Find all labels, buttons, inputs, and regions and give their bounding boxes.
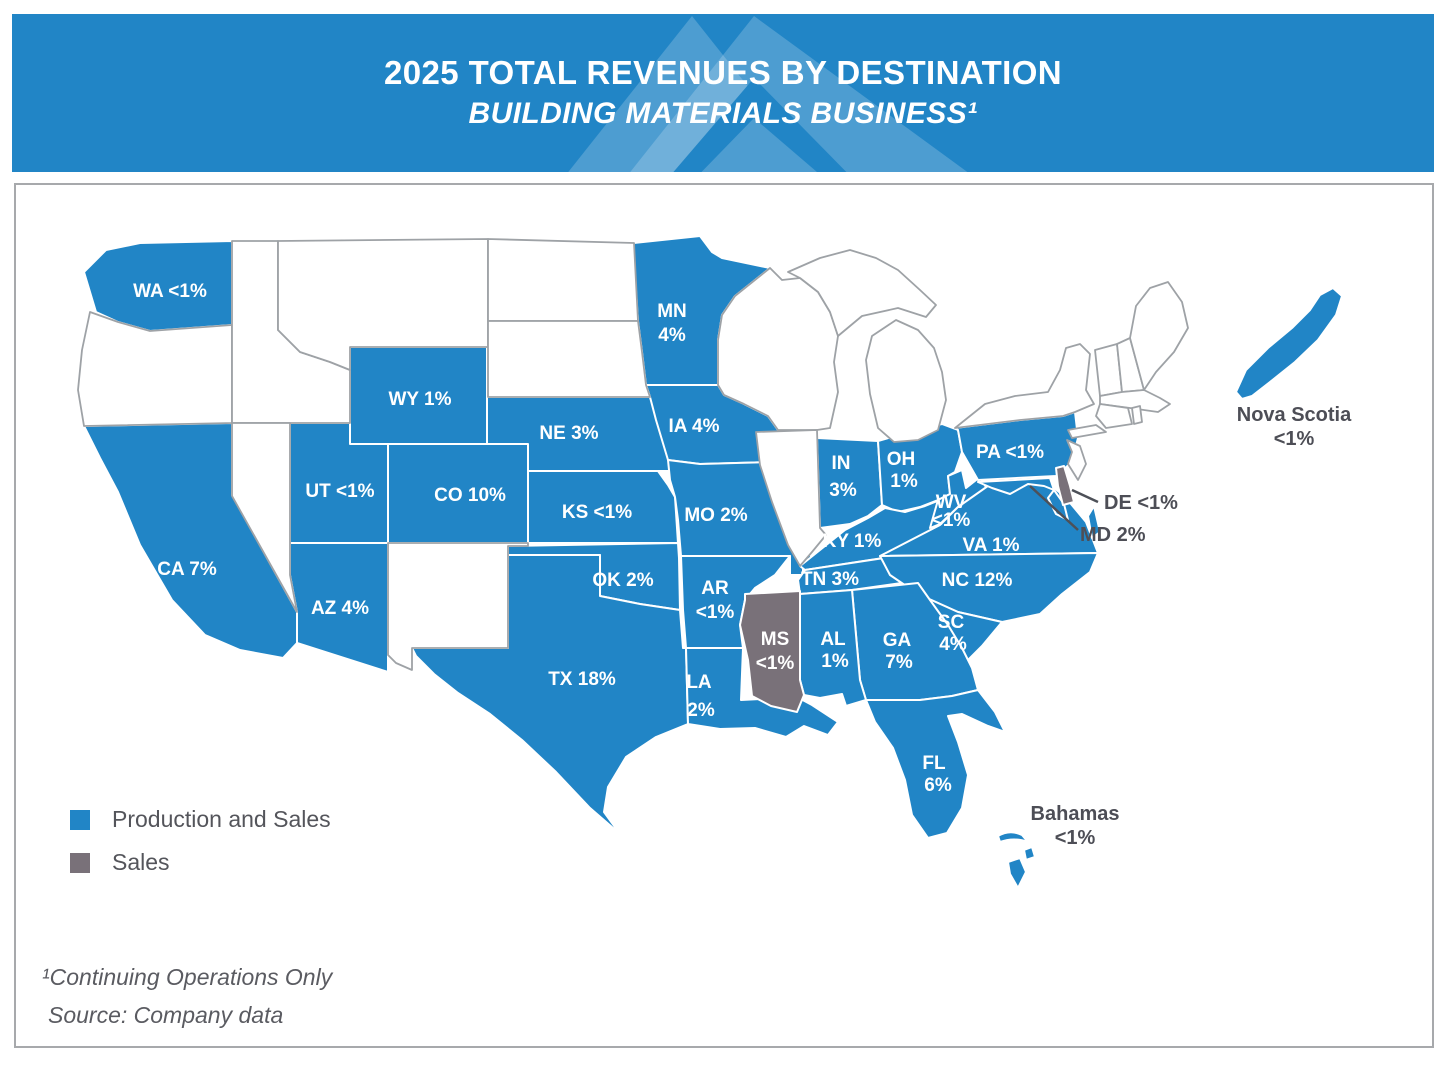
state-ks-label: KS <1% [561, 502, 633, 523]
state-tx-label: TX 18% [548, 669, 616, 690]
state-wa-label: WA <1% [133, 281, 207, 302]
state-nc-label: NC 12% [941, 570, 1013, 591]
md-callout-label: MD 2% [1080, 524, 1146, 546]
state-ar-abbr: AR [701, 578, 729, 599]
page-title: 2025 TOTAL REVENUES BY DESTINATION [383, 54, 1063, 91]
de-callout-line [1072, 490, 1098, 502]
state-nd [488, 239, 638, 321]
state-in-value: 3% [829, 480, 857, 501]
state-ct [1096, 404, 1132, 428]
legend-label: Production and Sales [112, 806, 331, 832]
state-oh-abbr: OH [886, 449, 916, 470]
state-wv-abbr: WV [935, 492, 967, 513]
region-bahamas [998, 832, 1035, 888]
state-fl-value: 6% [924, 775, 952, 796]
state-ri [1132, 406, 1142, 424]
state-ga-abbr: GA [882, 630, 912, 651]
state-ms-value: <1% [755, 653, 795, 674]
state-al-value: 1% [821, 651, 849, 672]
state-ms-abbr: MS [760, 629, 790, 650]
state-al-abbr: AL [820, 629, 846, 650]
state-ms [740, 591, 804, 712]
state-wv-value: <1% [931, 510, 971, 531]
state-va-label: VA 1% [962, 535, 1020, 556]
legend [70, 806, 331, 892]
state-pa-label: PA <1% [975, 442, 1045, 463]
state-mn-abbr: MN [657, 301, 687, 322]
footnote-source: Source: Company data [48, 1002, 284, 1028]
legend-label: Sales [112, 849, 170, 875]
state-oh-value: 1% [890, 471, 918, 492]
region-nova-scotia [1236, 288, 1342, 399]
bahamas-name: Bahamas [1030, 803, 1120, 825]
state-la-abbr: LA [686, 672, 712, 693]
state-mo-label: MO 2% [684, 505, 748, 526]
state-nj [1067, 440, 1086, 480]
state-ok-label: OK 2% [592, 570, 654, 591]
legend-item-production-and-sales [70, 806, 331, 833]
state-ga-value: 7% [885, 652, 913, 673]
state-mn-value: 4% [658, 325, 686, 346]
state-az-label: AZ 4% [310, 598, 370, 619]
footnotes [42, 958, 332, 1034]
state-co-label: CO 10% [434, 485, 506, 506]
state-in-abbr: IN [831, 453, 851, 474]
state-ca-label: CA 7% [157, 559, 217, 580]
state-ky-label: KY 1% [822, 531, 882, 552]
footnote-continuing-operations: ¹Continuing Operations Only [42, 964, 333, 990]
state-mi-lower [866, 320, 946, 442]
page-subtitle: BUILDING MATERIALS BUSINESS¹ [468, 97, 978, 130]
sales-swatch [70, 853, 90, 873]
state-sd [488, 321, 650, 397]
legend-item-sales [70, 849, 331, 876]
state-wy-label: WY 1% [388, 389, 452, 410]
nova-scotia-name: Nova Scotia [1236, 404, 1352, 426]
state-ut-label: UT <1% [305, 481, 375, 502]
state-ne-label: NE 3% [539, 423, 599, 444]
state-ia-label: IA 4% [668, 416, 720, 437]
state-sc-value: 4% [939, 634, 967, 655]
state-la-value: 2% [687, 700, 715, 721]
bahamas-value: <1% [1054, 827, 1096, 849]
nova-scotia-value: <1% [1273, 428, 1315, 450]
state-tn-label: TN 3% [800, 569, 860, 590]
production-and-sales-swatch [70, 810, 90, 830]
state-sc-abbr: SC [937, 612, 965, 633]
state-fl-abbr: FL [922, 753, 946, 774]
state-ar-value: <1% [695, 602, 735, 623]
de-callout-label: DE <1% [1104, 492, 1178, 514]
